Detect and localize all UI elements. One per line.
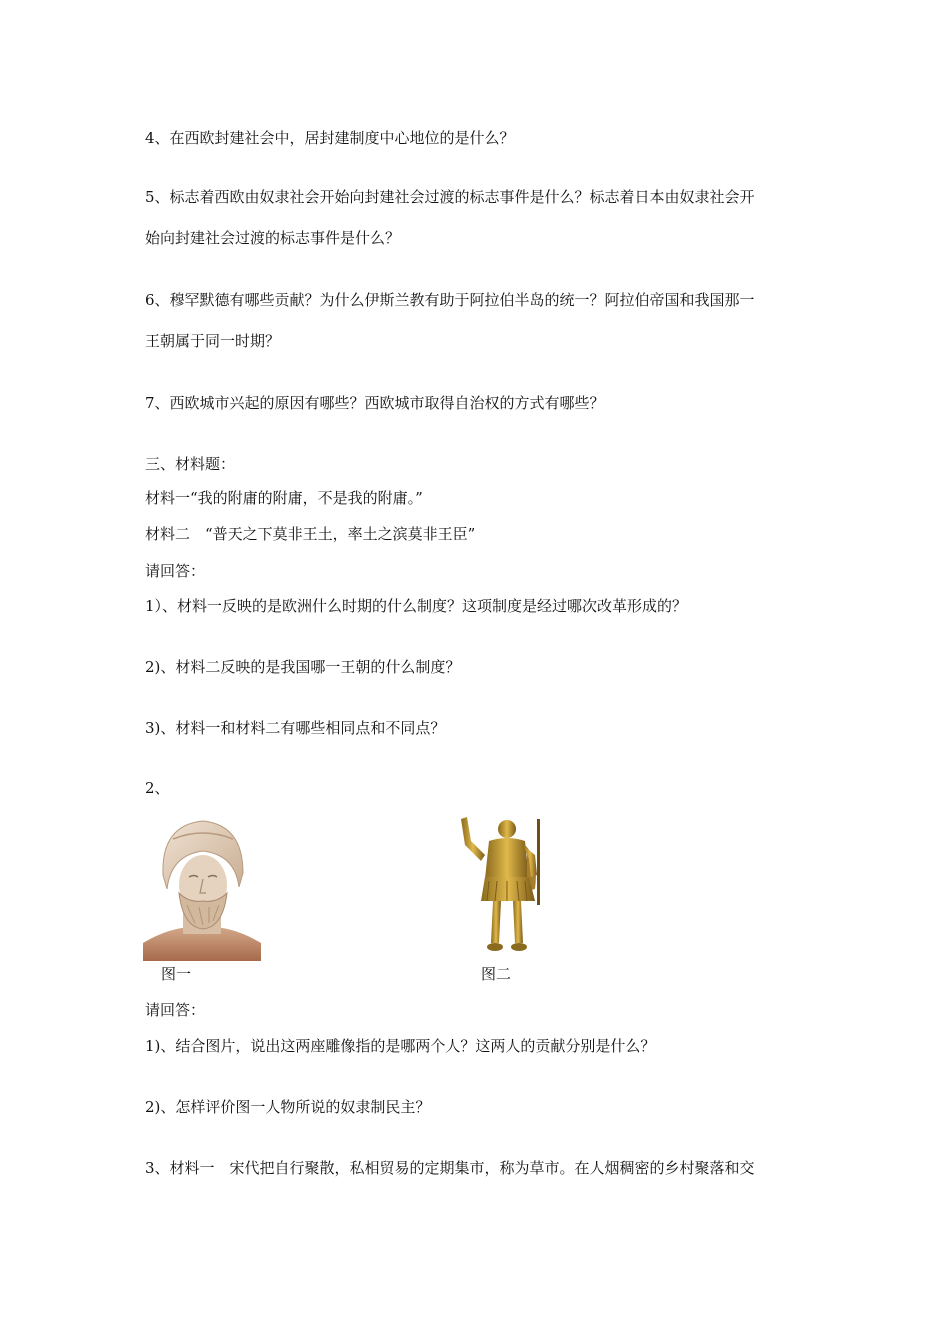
part-2-ask: 请回答： <box>145 1001 206 1019</box>
question-7: 7、西欧城市兴起的原因有哪些？西欧城市取得自治权的方式有哪些？ <box>145 394 605 412</box>
section-3-ask: 请回答： <box>145 562 206 580</box>
section-3-sub-2: 2)、材料二反映的是我国哪一王朝的什么制度？ <box>145 658 461 676</box>
section-3-heading: 三、材料题： <box>145 455 236 473</box>
section-3-sub-1: 1）、材料一反映的是欧洲什么时期的什么制度？这项制度是经过哪次改革形成的？ <box>145 597 688 615</box>
part-2-number: 2、 <box>145 779 170 797</box>
question-5-line-2: 始向封建社会过渡的标志事件是什么？ <box>145 229 401 247</box>
part-2-sub-1: 1)、结合图片，说出这两座雕像指的是哪两个人？这两人的贡献分别是什么？ <box>145 1037 656 1055</box>
figure-2-statue-image <box>455 815 555 960</box>
material-2: 材料二 “普天之下莫非王土，率土之滨莫非王臣” <box>145 525 476 543</box>
question-5-line-1: 5、标志着西欧由奴隶社会开始向封建社会过渡的标志事件是什么？标志着日本由奴隶社会开 <box>145 188 755 206</box>
part-3-line-1: 3、材料一 宋代把自行聚散，私相贸易的定期集市，称为草市。在人烟稠密的乡村聚落和交 <box>145 1159 755 1177</box>
figure-2-caption: 图二 <box>481 965 512 983</box>
section-3-sub-3: 3)、材料一和材料二有哪些相同点和不同点？ <box>145 719 446 737</box>
material-1: 材料一“我的附庸的附庸，不是我的附庸。” <box>145 489 423 507</box>
question-6-line-2: 王朝属于同一时期？ <box>145 332 281 350</box>
question-6-line-1: 6、穆罕默德有哪些贡献？为什么伊斯兰教有助于阿拉伯半岛的统一？阿拉伯帝国和我国那一 <box>145 291 755 309</box>
question-4: 4、在西欧封建社会中，居封建制度中心地位的是什么？ <box>145 129 515 147</box>
figure-1-caption: 图一 <box>161 965 192 983</box>
part-2-sub-2: 2)、怎样评价图一人物所说的奴隶制民主？ <box>145 1098 431 1116</box>
figure-1-bust-image <box>143 815 261 961</box>
